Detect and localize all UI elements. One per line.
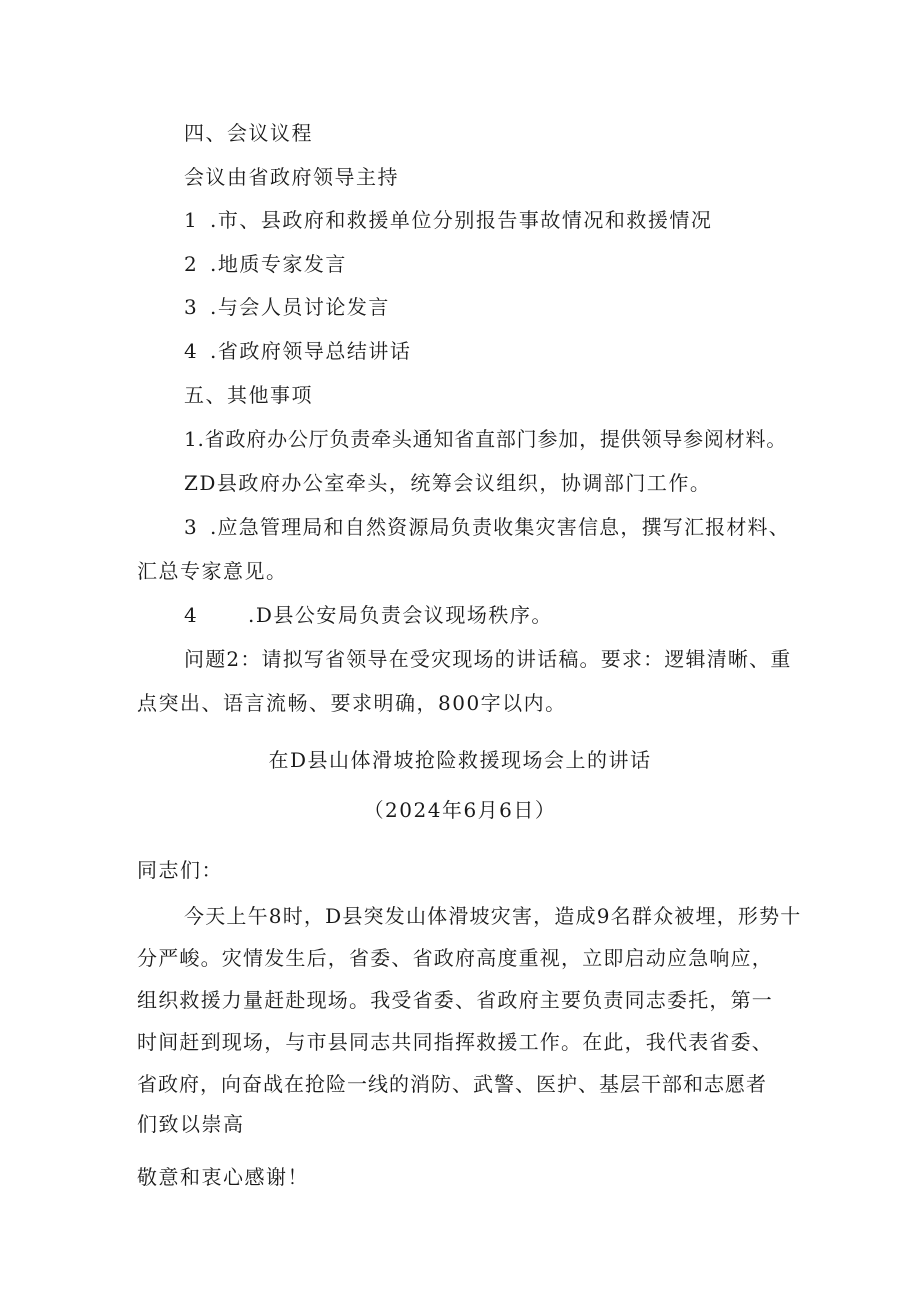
agenda-heading: 四、会议议程 bbox=[184, 121, 313, 145]
speech-line: 组织救援力量赶赴现场。我受省委、省政府主要负责同志委托，第一 bbox=[137, 988, 773, 1012]
other-item-4-text: .D县公安局负责会议现场秩序。 bbox=[248, 603, 553, 627]
other-item-4 bbox=[184, 600, 553, 630]
speech-date: （2024年6月6日） bbox=[363, 798, 557, 822]
agenda-item-number: 1 bbox=[184, 208, 199, 232]
other-item-3 bbox=[184, 512, 790, 542]
other-item-2: ZD县政府办公室牵头，统筹会议组织，协调部门工作。 bbox=[184, 471, 712, 495]
speech-line: 分严峻。灾情发生后，省委、省政府高度重视，立即启动应急响应， bbox=[137, 946, 773, 970]
agenda-item bbox=[184, 292, 390, 322]
speech-line: 时间赶到现场，与市县同志共同指挥救援工作。在此，我代表省委、 bbox=[137, 1030, 773, 1054]
agenda-item bbox=[184, 249, 347, 279]
agenda-item bbox=[184, 205, 712, 235]
speech-line: 今天上午8时，D县突发山体滑坡灾害，造成9名群众被埋，形势十 bbox=[184, 904, 802, 928]
other-item-3-text: .应急管理局和自然资源局负责收集灾害信息，撰写汇报材料、 bbox=[210, 515, 790, 539]
other-heading: 五、其他事项 bbox=[184, 383, 313, 407]
agenda-item-text: .地质专家发言 bbox=[210, 252, 347, 276]
agenda-item-number: 2 bbox=[184, 252, 199, 276]
agenda-item-number: 3 bbox=[184, 295, 199, 319]
speech-line: 省政府，向奋战在抢险一线的消防、武警、医护、基层干部和志愿者 bbox=[137, 1072, 767, 1096]
question-line: 问题2：请拟写省领导在受灾现场的讲话稿。要求：逻辑清晰、重 bbox=[184, 647, 792, 671]
speech-title: 在D县山体滑坡抢险救援现场会上的讲话 bbox=[268, 748, 652, 772]
agenda-item-text: .市、县政府和救援单位分别报告事故情况和救援情况 bbox=[210, 208, 713, 232]
agenda-intro: 会议由省政府领导主持 bbox=[184, 165, 399, 189]
agenda-item-text: .省政府领导总结讲话 bbox=[210, 339, 412, 363]
other-item-4-number: 4 bbox=[184, 603, 199, 627]
other-item-3-number: 3 bbox=[184, 515, 198, 539]
agenda-item bbox=[184, 336, 411, 366]
speech-line: 敬意和衷心感谢！ bbox=[137, 1165, 309, 1189]
other-item-3-continuation: 汇总专家意见。 bbox=[137, 559, 288, 583]
agenda-item-text: .与会人员讨论发言 bbox=[210, 295, 390, 319]
speech-salutation: 同志们： bbox=[137, 858, 223, 882]
question-line: 点突出、语言流畅、要求明确，800字以内。 bbox=[137, 691, 567, 715]
agenda-item-number: 4 bbox=[184, 339, 199, 363]
speech-line: 们致以崇高 bbox=[137, 1112, 245, 1136]
other-item-1: 1.省政府办公厅负责牵头通知省直部门参加，提供领导参阅材料。 bbox=[184, 427, 788, 451]
